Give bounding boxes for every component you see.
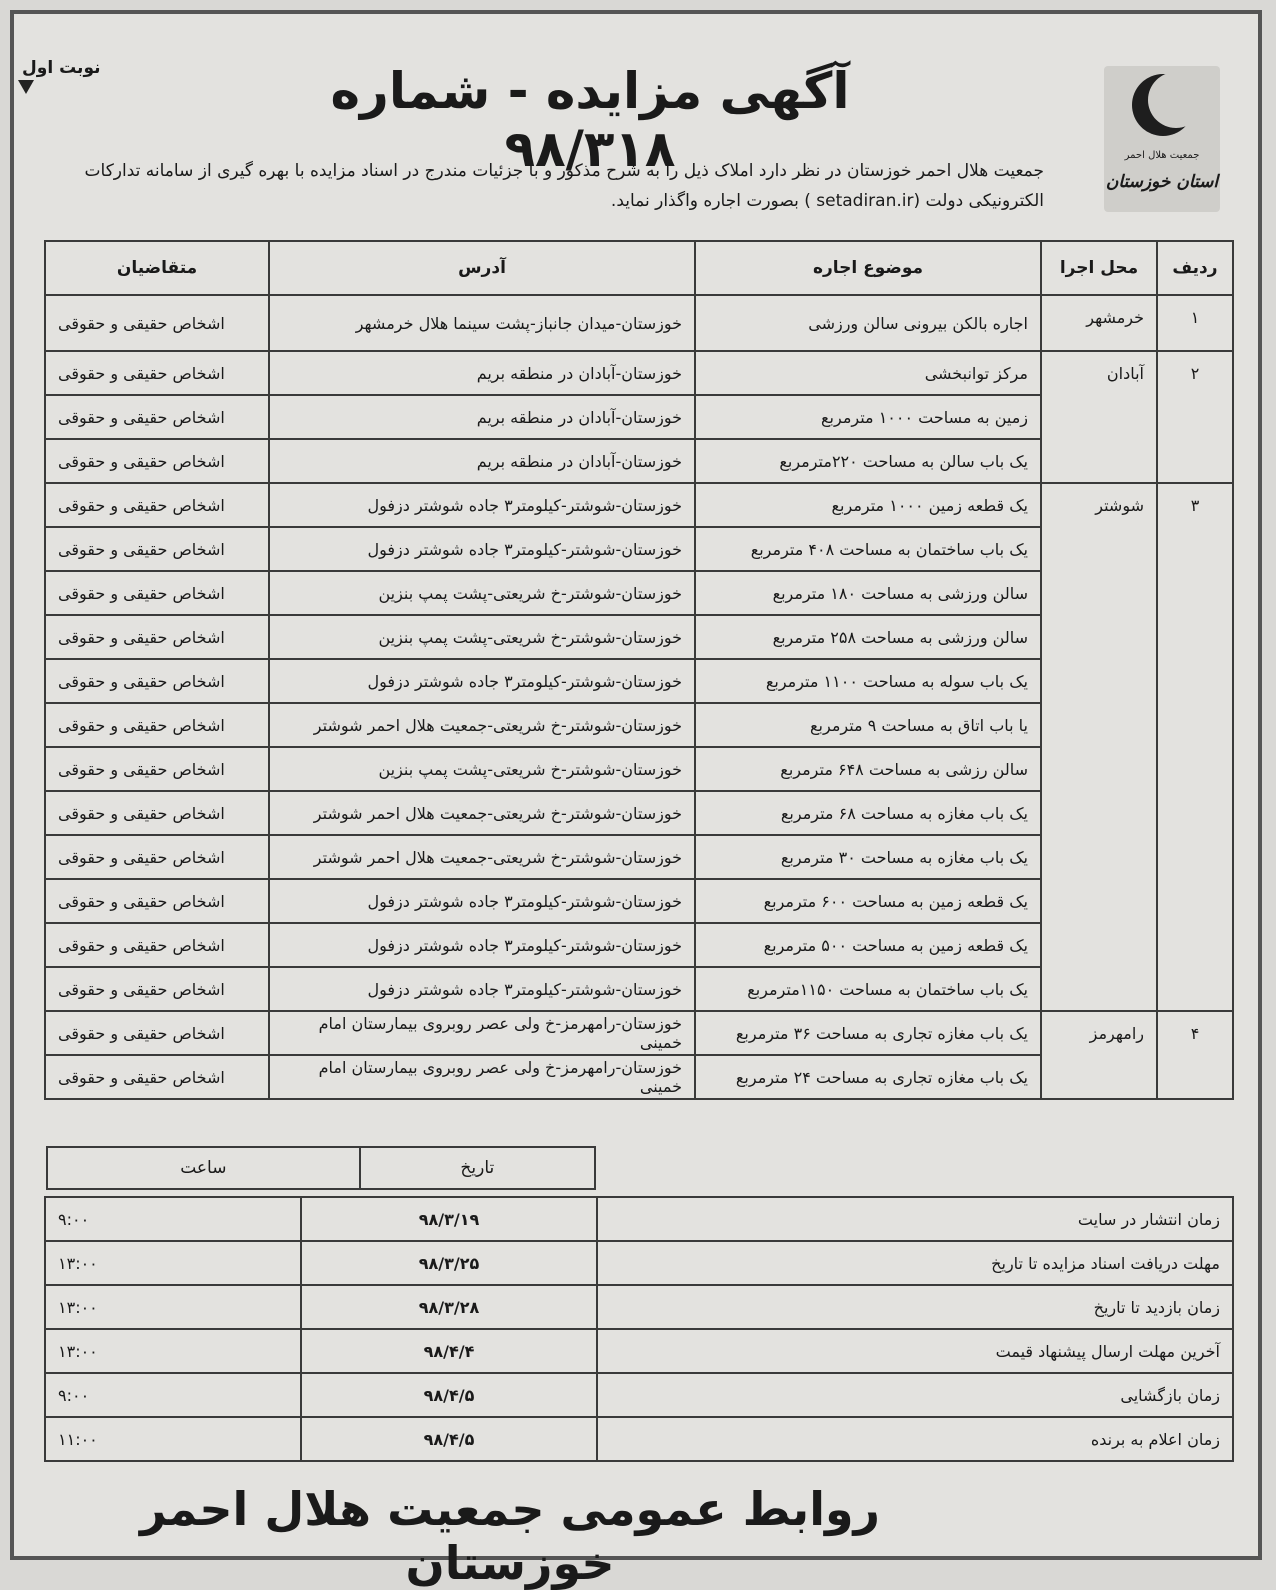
crescent-icon xyxy=(1132,74,1194,136)
schedule-date: ۹۸/۳/۲۸ xyxy=(301,1285,597,1329)
lease-table-header xyxy=(45,241,1233,295)
schedule-label: زمان انتشار در سایت xyxy=(597,1197,1233,1241)
header-place: محل اجرا xyxy=(1041,241,1157,295)
subject-cell: یک باب مغازه تجاری به مساحت ۲۴ مترمربع xyxy=(695,1055,1041,1099)
red-crescent-logo xyxy=(1104,66,1220,212)
subject-cell: یا باب اتاق به مساحت ۹ مترمربع xyxy=(695,703,1041,747)
applicants-cell: اشخاص حقیقی و حقوقی xyxy=(45,923,269,967)
schedule-date: ۹۸/۳/۲۵ xyxy=(301,1241,597,1285)
address-cell: خوزستان-شوشتر-کیلومتر۳ جاده شوشتر دزفول xyxy=(269,967,695,1011)
schedule-time: ۹:۰۰ xyxy=(45,1373,301,1417)
address-cell: خوزستان-شوشتر-خ شریعتی-جمعیت هلال احمر شوشتر xyxy=(269,791,695,835)
footer-signature: روابط عمومی جمعیت هلال احمر خوزستان xyxy=(139,1482,881,1590)
subject-cell: یک باب سالن به مساحت ۲۲۰مترمربع xyxy=(695,439,1041,483)
applicants-cell: اشخاص حقیقی و حقوقی xyxy=(45,879,269,923)
applicants-cell: اشخاص حقیقی و حقوقی xyxy=(45,967,269,1011)
lease-table xyxy=(44,240,1234,1100)
row-number: ۲ xyxy=(1157,351,1233,483)
applicants-cell: اشخاص حقیقی و حقوقی xyxy=(45,659,269,703)
schedule-time: ۱۱:۰۰ xyxy=(45,1417,301,1461)
address-cell: خوزستان-شوشتر-خ شریعتی-پشت پمپ بنزین xyxy=(269,747,695,791)
schedule-date: ۹۸/۴/۴ xyxy=(301,1329,597,1373)
schedule-date: ۹۸/۴/۵ xyxy=(301,1373,597,1417)
schedule-row xyxy=(45,1373,1233,1417)
subject-cell: سالن ورزشی به مساحت ۱۸۰ مترمربع xyxy=(695,571,1041,615)
address-cell: خوزستان-شوشتر-خ شریعتی-جمعیت هلال احمر شوشتر xyxy=(269,703,695,747)
table-row xyxy=(45,295,1233,351)
table-row xyxy=(45,351,1233,395)
subject-cell: سالن رزشی به مساحت ۶۴۸ مترمربع xyxy=(695,747,1041,791)
schedule-row xyxy=(45,1417,1233,1461)
intro-paragraph: جمعیت هلال احمر خوزستان در نظر دارد املاک ذیل را به شرح مذکور و با جزئیات مندرج در اسناد مزایده با بهره گیری از سامانه تدارکات الکترونیکی دولت (setadiran.ir ) بصورت اجاره واگذار نماید. xyxy=(84,161,1044,211)
applicants-cell: اشخاص حقیقی و حقوقی xyxy=(45,747,269,791)
applicants-cell: اشخاص حقیقی و حقوقی xyxy=(45,351,269,395)
subject-cell: یک باب مغازه به مساحت ۳۰ مترمربع xyxy=(695,835,1041,879)
schedule-header-date: تاریخ xyxy=(360,1147,595,1189)
schedule-label: آخرین مهلت ارسال پیشنهاد قیمت xyxy=(597,1329,1233,1373)
schedule-time: ۱۳:۰۰ xyxy=(45,1241,301,1285)
logo-province-name: استان خوزستان xyxy=(1105,172,1219,192)
address-cell: خوزستان-شوشتر-خ شریعتی-پشت پمپ بنزین xyxy=(269,615,695,659)
schedule-label: زمان بازدید تا تاریخ xyxy=(597,1285,1233,1329)
schedule-table xyxy=(44,1196,1234,1462)
schedule-time: ۱۳:۰۰ xyxy=(45,1285,301,1329)
place-cell: خرمشهر xyxy=(1041,295,1157,351)
subject-cell: مرکز توانبخشی xyxy=(695,351,1041,395)
schedule-label: مهلت دریافت اسناد مزایده تا تاریخ xyxy=(597,1241,1233,1285)
header-row-number: ردیف xyxy=(1157,241,1233,295)
subject-cell: یک قطعه زمین ۱۰۰۰ مترمربع xyxy=(695,483,1041,527)
page-title: آگهی مزایده - شماره ۹۸/۳۱۸ xyxy=(330,62,850,178)
notice-badge: نوبت اول xyxy=(22,58,101,78)
applicants-cell: اشخاص حقیقی و حقوقی xyxy=(45,1011,269,1055)
applicants-cell: اشخاص حقیقی و حقوقی xyxy=(45,703,269,747)
applicants-cell: اشخاص حقیقی و حقوقی xyxy=(45,527,269,571)
subject-cell: زمین به مساحت ۱۰۰۰ مترمربع xyxy=(695,395,1041,439)
address-cell: خوزستان-شوشتر-کیلومتر۳ جاده شوشتر دزفول xyxy=(269,527,695,571)
place-cell: شوشتر xyxy=(1041,483,1157,1011)
schedule-date: ۹۸/۳/۱۹ xyxy=(301,1197,597,1241)
place-cell: آبادان xyxy=(1041,351,1157,483)
subject-cell: یک باب ساختمان به مساحت ۴۰۸ مترمربع xyxy=(695,527,1041,571)
schedule-date: ۹۸/۴/۵ xyxy=(301,1417,597,1461)
row-number: ۳ xyxy=(1157,483,1233,1011)
subject-cell: یک قطعه زمین به مساحت ۵۰۰ مترمربع xyxy=(695,923,1041,967)
address-cell: خوزستان-میدان جانباز-پشت سینما هلال خرمشهر xyxy=(269,295,695,351)
schedule-header-time: ساعت xyxy=(47,1147,360,1189)
subject-cell: سالن ورزشی به مساحت ۲۵۸ مترمربع xyxy=(695,615,1041,659)
schedule-header-table xyxy=(46,1146,596,1190)
header-applicants: متقاضیان xyxy=(45,241,269,295)
applicants-cell: اشخاص حقیقی و حقوقی xyxy=(45,791,269,835)
address-cell: خوزستان-رامهرمز-خ ولی عصر روبروی بیمارستان امام خمینی xyxy=(269,1011,695,1055)
header-address: آدرس xyxy=(269,241,695,295)
subject-cell: یک باب مغازه تجاری به مساحت ۳۶ مترمربع xyxy=(695,1011,1041,1055)
table-row xyxy=(45,1011,1233,1055)
row-number: ۴ xyxy=(1157,1011,1233,1099)
row-number: ۱ xyxy=(1157,295,1233,351)
schedule-time: ۹:۰۰ xyxy=(45,1197,301,1241)
schedule-row xyxy=(45,1285,1233,1329)
address-cell: خوزستان-شوشتر-خ شریعتی-جمعیت هلال احمر شوشتر xyxy=(269,835,695,879)
address-cell: خوزستان-شوشتر-کیلومتر۳ جاده شوشتر دزفول xyxy=(269,879,695,923)
address-cell: خوزستان-آبادان در منطقه بریم xyxy=(269,439,695,483)
schedule-row xyxy=(45,1329,1233,1373)
applicants-cell: اشخاص حقیقی و حقوقی xyxy=(45,295,269,351)
address-cell: خوزستان-شوشتر-کیلومتر۳ جاده شوشتر دزفول xyxy=(269,483,695,527)
schedule-time: ۱۳:۰۰ xyxy=(45,1329,301,1373)
applicants-cell: اشخاص حقیقی و حقوقی xyxy=(45,615,269,659)
applicants-cell: اشخاص حقیقی و حقوقی xyxy=(45,439,269,483)
subject-cell: یک قطعه زمین به مساحت ۶۰۰ مترمربع xyxy=(695,879,1041,923)
place-cell: رامهرمز xyxy=(1041,1011,1157,1099)
header-subject: موضوع اجاره xyxy=(695,241,1041,295)
schedule-row xyxy=(45,1241,1233,1285)
subject-cell: یک باب مغازه به مساحت ۶۸ مترمربع xyxy=(695,791,1041,835)
applicants-cell: اشخاص حقیقی و حقوقی xyxy=(45,395,269,439)
subject-cell: یک باب ساختمان به مساحت ۱۱۵۰مترمربع xyxy=(695,967,1041,1011)
table-row xyxy=(45,483,1233,527)
subject-cell: یک باب سوله به مساحت ۱۱۰۰ مترمربع xyxy=(695,659,1041,703)
applicants-cell: اشخاص حقیقی و حقوقی xyxy=(45,835,269,879)
address-cell: خوزستان-شوشتر-کیلومتر۳ جاده شوشتر دزفول xyxy=(269,923,695,967)
subject-cell: اجاره بالکن بیرونی سالن ورزشی xyxy=(695,295,1041,351)
applicants-cell: اشخاص حقیقی و حقوقی xyxy=(45,571,269,615)
schedule-label: زمان بازگشایی xyxy=(597,1373,1233,1417)
address-cell: خوزستان-آبادان در منطقه بریم xyxy=(269,395,695,439)
address-cell: خوزستان-آبادان در منطقه بریم xyxy=(269,351,695,395)
address-cell: خوزستان-رامهرمز-خ ولی عصر روبروی بیمارستان امام خمینی xyxy=(269,1055,695,1099)
schedule-label: زمان اعلام به برنده xyxy=(597,1417,1233,1461)
arrow-down-icon xyxy=(18,80,34,94)
applicants-cell: اشخاص حقیقی و حقوقی xyxy=(45,1055,269,1099)
address-cell: خوزستان-شوشتر-کیلومتر۳ جاده شوشتر دزفول xyxy=(269,659,695,703)
schedule-row xyxy=(45,1197,1233,1241)
address-cell: خوزستان-شوشتر-خ شریعتی-پشت پمپ بنزین xyxy=(269,571,695,615)
applicants-cell: اشخاص حقیقی و حقوقی xyxy=(45,483,269,527)
logo-org-name: جمعیت هلال احمر xyxy=(1124,150,1200,161)
